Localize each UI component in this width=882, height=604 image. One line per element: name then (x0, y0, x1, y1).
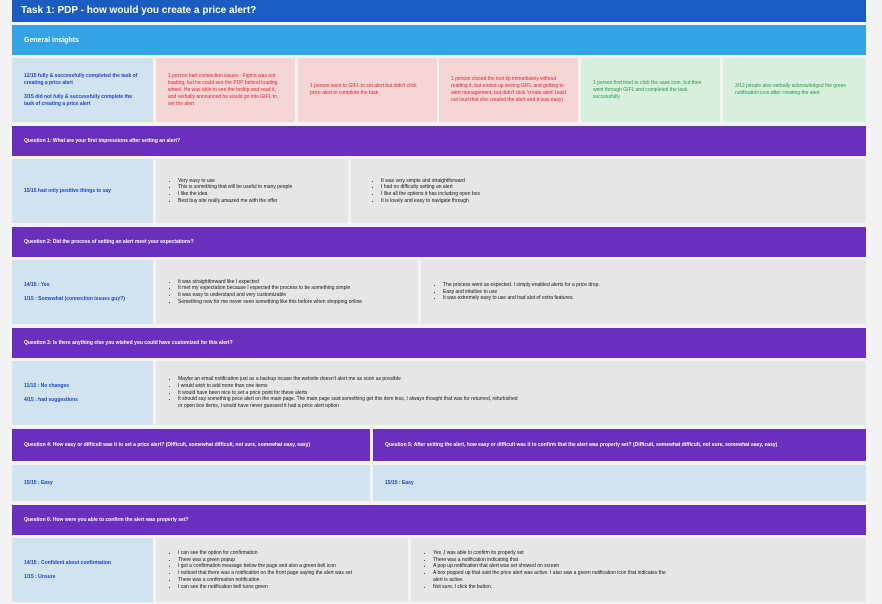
quote: • The process went as expected. I simply enabled alerts for a price drop. (443, 282, 600, 289)
quote: • Yes ,I was able to confirm its properly set (433, 550, 673, 557)
quote: • I noticed that there was a notification on the front page saying the alert was set (178, 570, 352, 577)
summary-completed: 12/15 fully & successfully completed the task of creating a price alert (24, 72, 138, 86)
quote: • It was extremely easy to use and had alot of extra features. (443, 295, 600, 302)
quote: • I like the idea (178, 191, 292, 198)
quote: • This is something that will be useful to many people (178, 184, 292, 191)
red-note-gifl: 1 person went to GIFL to set alert but didn't click price alert to complete the task (298, 58, 437, 122)
quote: • There was a notification indicating that (433, 557, 673, 564)
quote: • I got a confirmation message below the page and also a green bell icon (178, 563, 352, 570)
quote: • I can see the option for confirmation (178, 550, 352, 557)
quote: • It was very simple and straightforward (381, 178, 480, 185)
quote: • I can see the notification bell turns green (178, 584, 352, 591)
answer-easy: 15/15 : Easy (385, 480, 414, 486)
question-2-header: Question 2: Did the process of setting an alert meet your expectations? (12, 227, 866, 257)
quote: • There was a confirmation notification (178, 577, 352, 584)
question-2-answers (12, 260, 153, 324)
question-2-quotes-right (421, 260, 866, 324)
question-3-answers (12, 361, 153, 425)
quote: • A box popped up that said the price alert was active. I also saw a green notification icon that indicates the alert is active. (433, 570, 673, 584)
answer-unsure: 1/15 : Unsure (24, 574, 56, 580)
question-6-header: Question 6: How were you able to confirm the alert was properly set? (12, 505, 866, 535)
answer-no-changes: 11/15 : No changes (24, 383, 70, 389)
question-2-quotes-left (156, 260, 418, 324)
question-1-header: Question 1: What are your first impressions after setting an alert? (12, 126, 866, 156)
summary-not-completed: 3/15 did not fully & successfully complete the task of creating a price alert (24, 93, 133, 107)
general-insights-header: General insights (12, 25, 866, 55)
quote: • There was a green popup (178, 557, 352, 564)
quote: • Maybe an email notification just as a backup incase the website doesn't alert me as soon as possible (178, 376, 518, 383)
general-summary-box (12, 58, 153, 122)
answer-yes: 14/15 : Yes (24, 282, 50, 288)
question-6-quotes-left (156, 538, 408, 602)
red-note-connection: 1 person had connection issues - Figma was not loading, but he could see the PDP behind loading wheel. He was able to see the tooltip and read it, and verbally announced he would go into GIFL to set the alert (156, 58, 295, 122)
question-1-quotes-right (351, 159, 866, 223)
quote: • I had no difficulty setting an alert (381, 184, 480, 191)
quote: • I would wish to add more than one items (178, 383, 518, 390)
quote: • Very easy to use (178, 178, 292, 185)
green-note-save-icon: 1 person first tried to click the save icon, but then went through GIFL and completed the task successfully (581, 58, 720, 122)
page-title: Task 1: PDP - how would you create a price alert? (12, 0, 866, 22)
quote: • It was easy to understand and very customizable (178, 292, 362, 299)
quote: • Not sure, I click the button. (433, 584, 673, 591)
question-4-header: Question 4: How easy or difficult was it to set a price alert? (Difficult, somewhat difficult, not sure, somewhat easy, easy) (12, 429, 370, 461)
quote: • Something new for me never seen something like this before when shopping online (178, 299, 362, 306)
question-1-answers (12, 159, 153, 223)
quote: • It met my expectation because I expected the process to be something simple (178, 285, 362, 292)
question-1-quotes-left (156, 159, 348, 223)
quote: • It was straightforward like I expected (178, 279, 362, 286)
answer-somewhat: 1/15 : Somewhat (connection issues guy?) (24, 296, 125, 302)
quote: • I like all the options it has including open box (381, 191, 480, 198)
green-note-notification: 3/12 people also verbally acknowledged the green notification icon after creating the alert (723, 58, 866, 122)
quote: • It should say something price alert on the main page. The main page said something get this item less, I always thought that was for returned, refurbished or open box items, I would have never guessed it had a price alert option (178, 396, 518, 410)
question-6-quotes-right (411, 538, 866, 602)
red-note-tooltip: 1 person closed the tool tip immediately without reading it, but ended up seeing GIFL and getting to alert management, but didn't click 'create alert' (said out loud that she created the alert and it was easy) (439, 58, 578, 122)
answer-confident: 14/15 : Confident about confirmation (24, 560, 111, 566)
question-6-answers (12, 538, 153, 602)
quote: • Best buy site really amazed me with the offer (178, 198, 292, 205)
answer-easy: 15/15 : Easy (24, 480, 53, 486)
question-4-answers (12, 465, 370, 501)
quote: • It would have been nice to set a price point for these alerts (178, 390, 518, 397)
answer-suggestions: 4/15 : had suggestions (24, 397, 78, 403)
question-3-quotes (156, 361, 866, 425)
answer-summary: 15/15 had only positive things to say (24, 188, 111, 194)
quote: • It is lovely and easy to navigate through (381, 198, 480, 205)
quote: • A pop up notification that alert was set showed on screen (433, 563, 673, 570)
question-5-answers (373, 465, 866, 501)
quote: • Easy and intuitive to use (443, 289, 600, 296)
question-5-header: Question 5: After setting the alert, how easy or difficult was it to confirm that the alert was properly set? (Difficult, somewhat difficult, not sure, somewhat easy, easy) (373, 429, 866, 461)
question-3-header: Question 3: Is there anything else you wished you could have customized for this alert? (12, 328, 866, 358)
